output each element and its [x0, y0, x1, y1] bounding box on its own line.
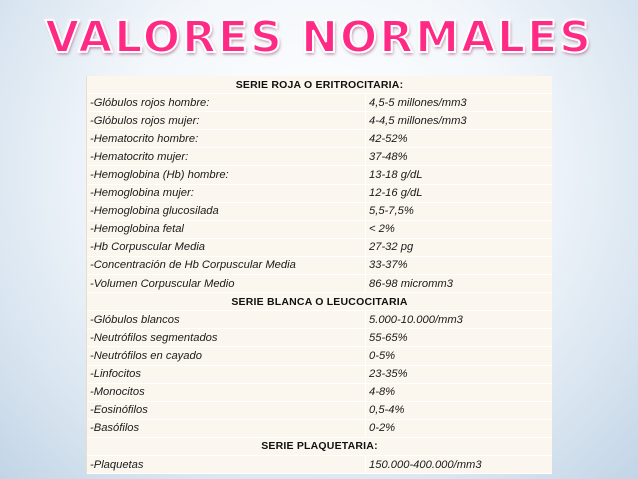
page-title: VALORES NORMALES	[45, 11, 593, 63]
row-label: -Linfocitos	[90, 368, 141, 381]
row-value: 4,5-5 millones/mm3	[365, 94, 552, 111]
row-value: 86-98 micromm3	[365, 275, 552, 292]
table-row	[87, 366, 552, 384]
row-value: 0-2%	[365, 420, 552, 437]
table-row	[87, 185, 552, 203]
row-value: 23-35%	[365, 366, 552, 383]
table-row	[87, 257, 552, 275]
row-label: -Monocitos	[90, 386, 145, 399]
row-value: 42-52%	[365, 130, 552, 147]
row-label: -Plaquetas	[90, 458, 144, 471]
row-value: 4-4,5 millones/mm3	[365, 112, 552, 129]
table-row	[87, 148, 552, 166]
table-row	[87, 420, 552, 438]
row-label: -Hematocrito mujer:	[90, 150, 189, 163]
row-value: 4-8%	[365, 384, 552, 401]
row-value: 5.000-10.000/mm3	[365, 311, 552, 328]
row-label: -Hemoglobina glucosilada	[90, 205, 219, 218]
row-value: 33-37%	[365, 257, 552, 274]
table-row	[87, 166, 552, 184]
row-label: -Volumen Corpuscular Medio	[90, 277, 235, 290]
table-row	[87, 130, 552, 148]
row-label: -Hematocrito hombre:	[90, 132, 199, 145]
row-value: 55-65%	[365, 329, 552, 346]
table-row	[87, 347, 552, 365]
table-row	[87, 112, 552, 130]
row-label: -Eosinófilos	[90, 404, 148, 417]
table-row	[87, 275, 552, 293]
table-row	[87, 402, 552, 420]
table-row	[87, 221, 552, 239]
table-row	[87, 456, 552, 474]
row-value: 37-48%	[365, 148, 552, 165]
row-value: < 2%	[365, 221, 552, 238]
row-label: -Hemoglobina mujer:	[90, 187, 194, 200]
row-label: -Glóbulos blancos	[90, 313, 180, 326]
table-row	[87, 203, 552, 221]
row-value: 13-18 g/dL	[365, 166, 552, 183]
table-row	[87, 384, 552, 402]
row-label: -Neutrófilos en cayado	[90, 349, 202, 362]
row-label: -Hemoglobina fetal	[90, 223, 184, 236]
row-label: -Hb Corpuscular Media	[90, 241, 206, 254]
table-row	[87, 311, 552, 329]
row-value: 5,5-7,5%	[365, 203, 552, 220]
row-value: 0-5%	[365, 347, 552, 364]
normal-values-table	[86, 76, 552, 474]
row-label: -Glóbulos rojos mujer:	[90, 114, 200, 127]
row-value: 12-16 g/dL	[365, 185, 552, 202]
row-value: 0,5-4%	[365, 402, 552, 419]
row-label: -Concentración de Hb Corpuscular Media	[90, 259, 296, 272]
table-row	[87, 239, 552, 257]
row-label: -Basófilos	[90, 422, 140, 435]
section-header-red-series: SERIE ROJA O ERITROCITARIA:	[87, 76, 552, 94]
row-label: -Glóbulos rojos hombre:	[90, 96, 210, 109]
table-row	[87, 94, 552, 112]
row-value: 150.000-400.000/mm3	[365, 456, 552, 473]
row-value: 27-32 pg	[365, 239, 552, 256]
section-header-platelet-series: SERIE PLAQUETARIA:	[87, 438, 552, 456]
row-label: -Hemoglobina (Hb) hombre:	[90, 169, 229, 182]
section-header-white-series: SERIE BLANCA O LEUCOCITARIA	[87, 293, 552, 311]
table-row	[87, 329, 552, 347]
row-label: -Neutrófilos segmentados	[90, 331, 218, 344]
